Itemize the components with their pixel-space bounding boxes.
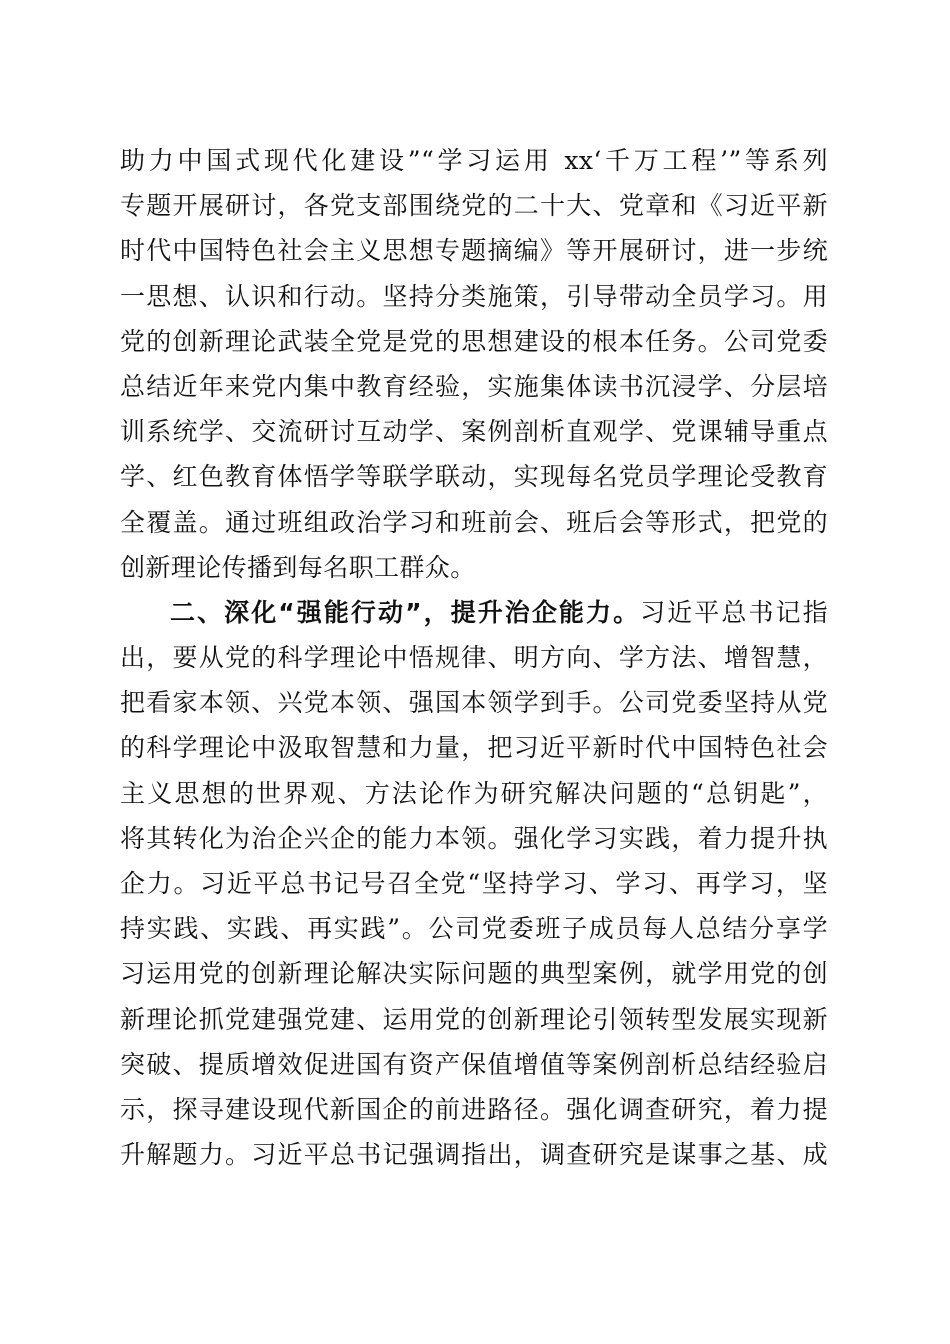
section-heading: 二、深化“强能行动”，提升治企能力。 <box>170 597 641 627</box>
text-line: 时代中国特色社会主义思想专题摘编》等开展研讨，进一步统 <box>120 236 828 266</box>
paragraph-1 <box>120 138 828 590</box>
text-line: 把看家本领、兴党本领、强国本领学到手。公司党委坚持从党 <box>120 688 828 718</box>
text-line: 专题开展研讨，各党支部围绕党的二十大、党章和《习近平新 <box>120 191 828 221</box>
text-line: 的科学理论中汲取智慧和力量，把习近平新时代中国特色社会 <box>120 733 828 763</box>
text-line: 示，探寻建设现代新国企的前进路径。强化调查研究，着力提 <box>120 1094 828 1124</box>
text-line: 习运用党的创新理论解决实际问题的典型案例，就学用党的创 <box>120 959 828 989</box>
text-line: 升解题力。习近平总书记强调指出，调查研究是谋事之基、成 <box>120 1140 828 1170</box>
text-line: 全覆盖。通过班组政治学习和班前会、班后会等形式，把党的 <box>120 507 828 537</box>
document-body <box>120 138 828 1177</box>
text-line: 训系统学、交流研讨互动学、案例剖析直观学、党课辅导重点 <box>120 417 828 447</box>
text-line: 持实践、实践、再实践”。公司党委班子成员每人总结分享学 <box>120 914 828 944</box>
text-line: 总结近年来党内集中教育经验，实施集体读书沉浸学、分层培 <box>120 371 828 401</box>
text-line: 党的创新理论武装全党是党的思想建设的根本任务。公司党委 <box>120 326 828 356</box>
text-line: 主义思想的世界观、方法论作为研究解决问题的“总钥匙”， <box>120 778 828 808</box>
text-line: 出，要从党的科学理论中悟规律、明方向、学方法、增智慧， <box>120 643 828 673</box>
text-line: 将其转化为治企兴企的能力本领。强化学习实践，着力提升执 <box>120 823 828 853</box>
text-line: 企力。习近平总书记号召全党“坚持学习、学习、再学习，坚 <box>120 869 828 898</box>
heading-line-rest: 习近平总书记指 <box>640 597 828 627</box>
text-line: 新理论抓党建强党建、运用党的创新理论引领转型发展实现新 <box>120 1004 828 1034</box>
text-line: 助力中国式现代化建设”“学习运用 xx‘千万工程’”等系列 <box>120 146 828 175</box>
paragraph-2 <box>120 590 828 1177</box>
text-line: 学、红色教育体悟学等联学联动，实现每名党员学理论受教育 <box>120 462 828 492</box>
text-line: 突破、提质增效促进国有资产保值增值等案例剖析总结经验启 <box>120 1049 828 1079</box>
text-line: 一思想、认识和行动。坚持分类施策，引导带动全员学习。用 <box>120 281 828 311</box>
text-line: 创新理论传播到每名职工群众。 <box>120 552 476 582</box>
text-line-with-heading <box>120 590 828 635</box>
